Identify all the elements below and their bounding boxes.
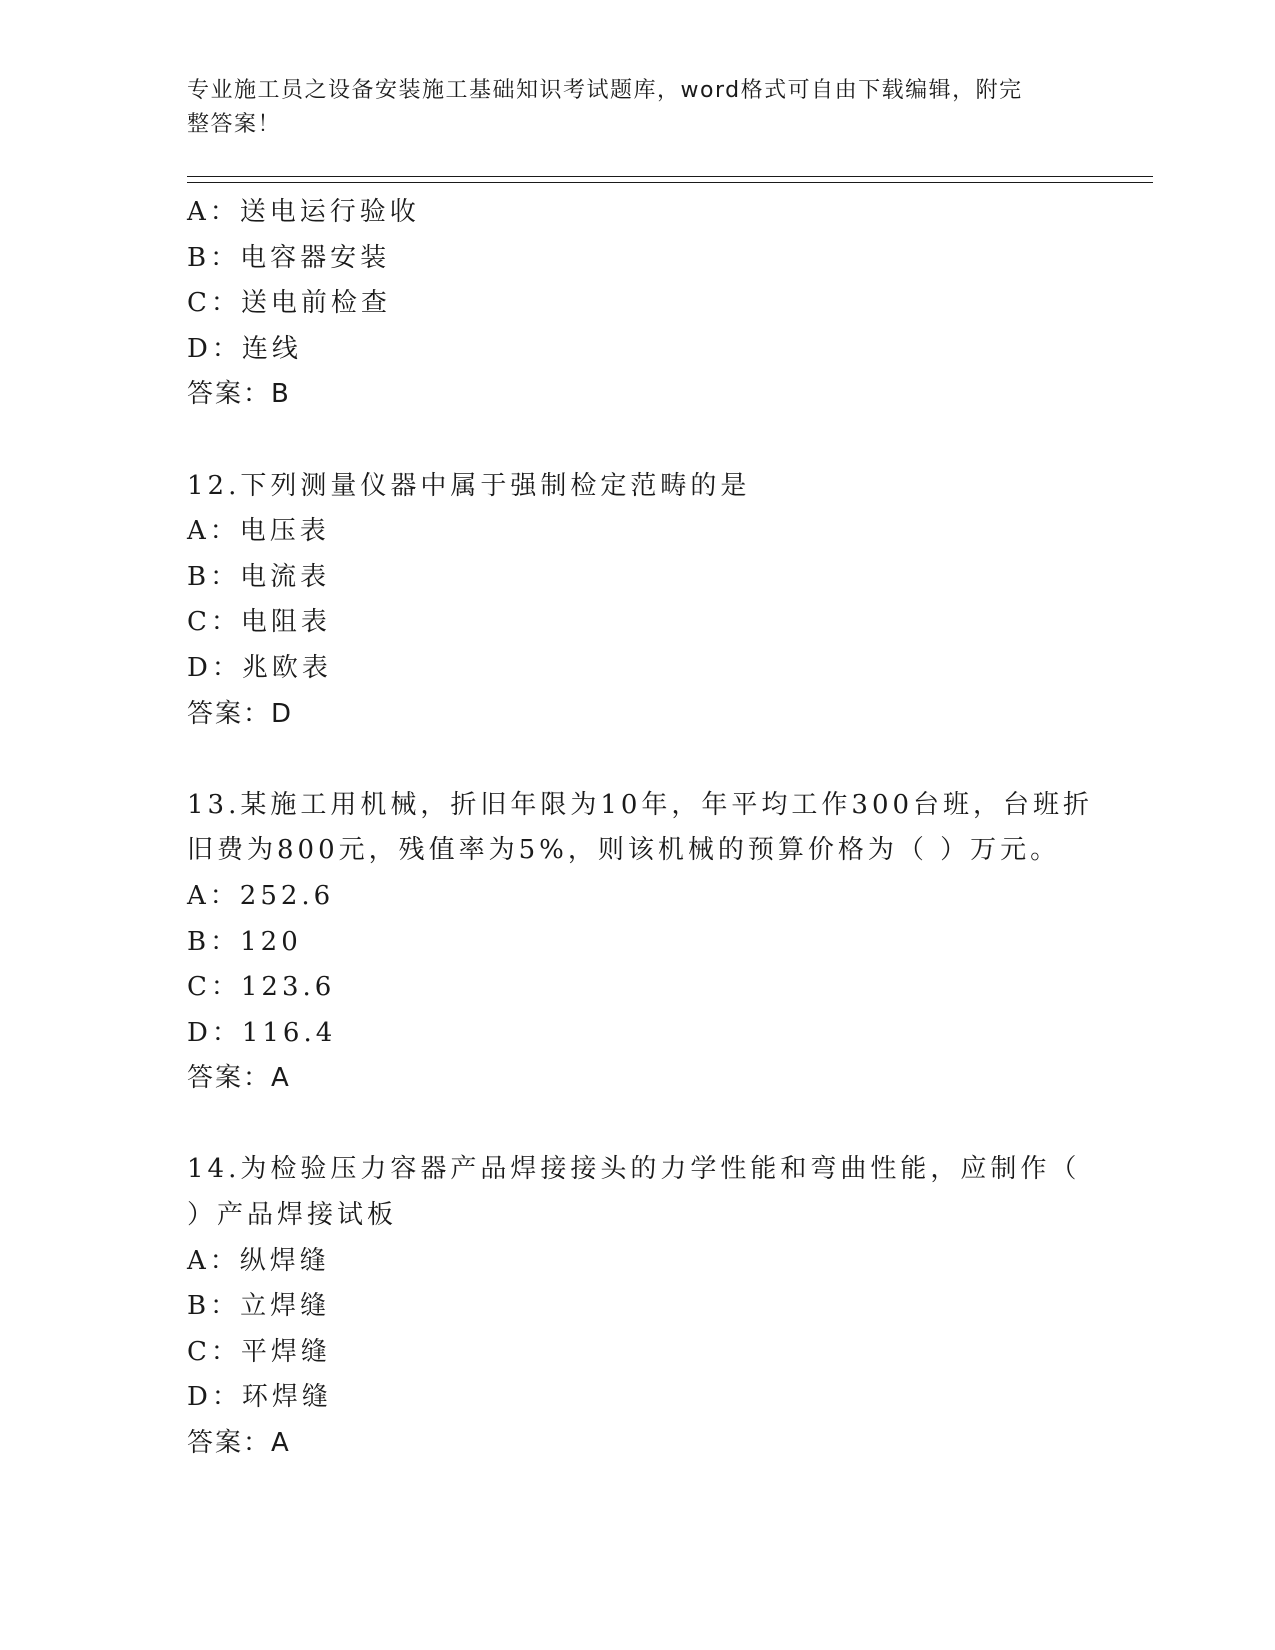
spacer xyxy=(187,1102,1067,1148)
option-b: B：电流表 xyxy=(187,561,331,592)
option-b: B：立焊缝 xyxy=(187,1291,331,1322)
header-divider-top xyxy=(187,176,1153,177)
question-stem-line-2: ）产品焊接试板 xyxy=(187,1200,398,1231)
document-header xyxy=(187,74,1067,142)
option-d: D：环焊缝 xyxy=(187,1382,332,1413)
question-stem-line-1: 13.某施工用机械，折旧年限为10年，年平均工作300台班，台班折 xyxy=(187,789,1094,820)
option-c: C：电阻表 xyxy=(187,607,331,638)
header-line-1: 专业施工员之设备安装施工基础知识考试题库，word格式可自由下载编辑，附完 xyxy=(187,78,1023,103)
answer: 答案：B xyxy=(187,379,291,410)
question-stem: 12.下列测量仪器中属于强制检定范畴的是 xyxy=(187,470,751,501)
option-c: C：平焊缝 xyxy=(187,1336,331,1367)
option-b: B：电容器安装 xyxy=(187,242,391,273)
question-list xyxy=(187,190,1094,1467)
question-12 xyxy=(187,464,1067,738)
option-a: A：送电运行验收 xyxy=(187,197,420,227)
answer: 答案：A xyxy=(187,1428,291,1459)
option-d: D：兆欧表 xyxy=(187,652,332,683)
header-divider-bottom xyxy=(187,182,1153,183)
question-stem-line-2: 旧费为800元，残值率为5%，则该机械的预算价格为（ ）万元。 xyxy=(187,835,1061,866)
option-d: D：连线 xyxy=(187,333,302,364)
spacer xyxy=(187,418,1067,464)
option-c: C：送电前检查 xyxy=(187,288,391,319)
option-b: B：120 xyxy=(187,926,302,957)
answer: 答案：D xyxy=(187,698,294,729)
question-14 xyxy=(187,1147,1081,1466)
option-a: A：纵焊缝 xyxy=(187,1245,330,1276)
option-a: A：252.6 xyxy=(187,880,335,911)
question-stem-line-1: 14.为检验压力容器产品焊接接头的力学性能和弯曲性能，应制作（ xyxy=(187,1154,1081,1185)
option-d: D：116.4 xyxy=(187,1017,337,1048)
answer: 答案：A xyxy=(187,1063,291,1094)
header-line-2: 整答案！ xyxy=(187,112,282,137)
option-a: A：电压表 xyxy=(187,516,330,547)
question-11 xyxy=(187,190,1067,418)
spacer xyxy=(187,737,1067,783)
option-c: C：123.6 xyxy=(187,972,336,1003)
question-13 xyxy=(187,783,1094,1102)
